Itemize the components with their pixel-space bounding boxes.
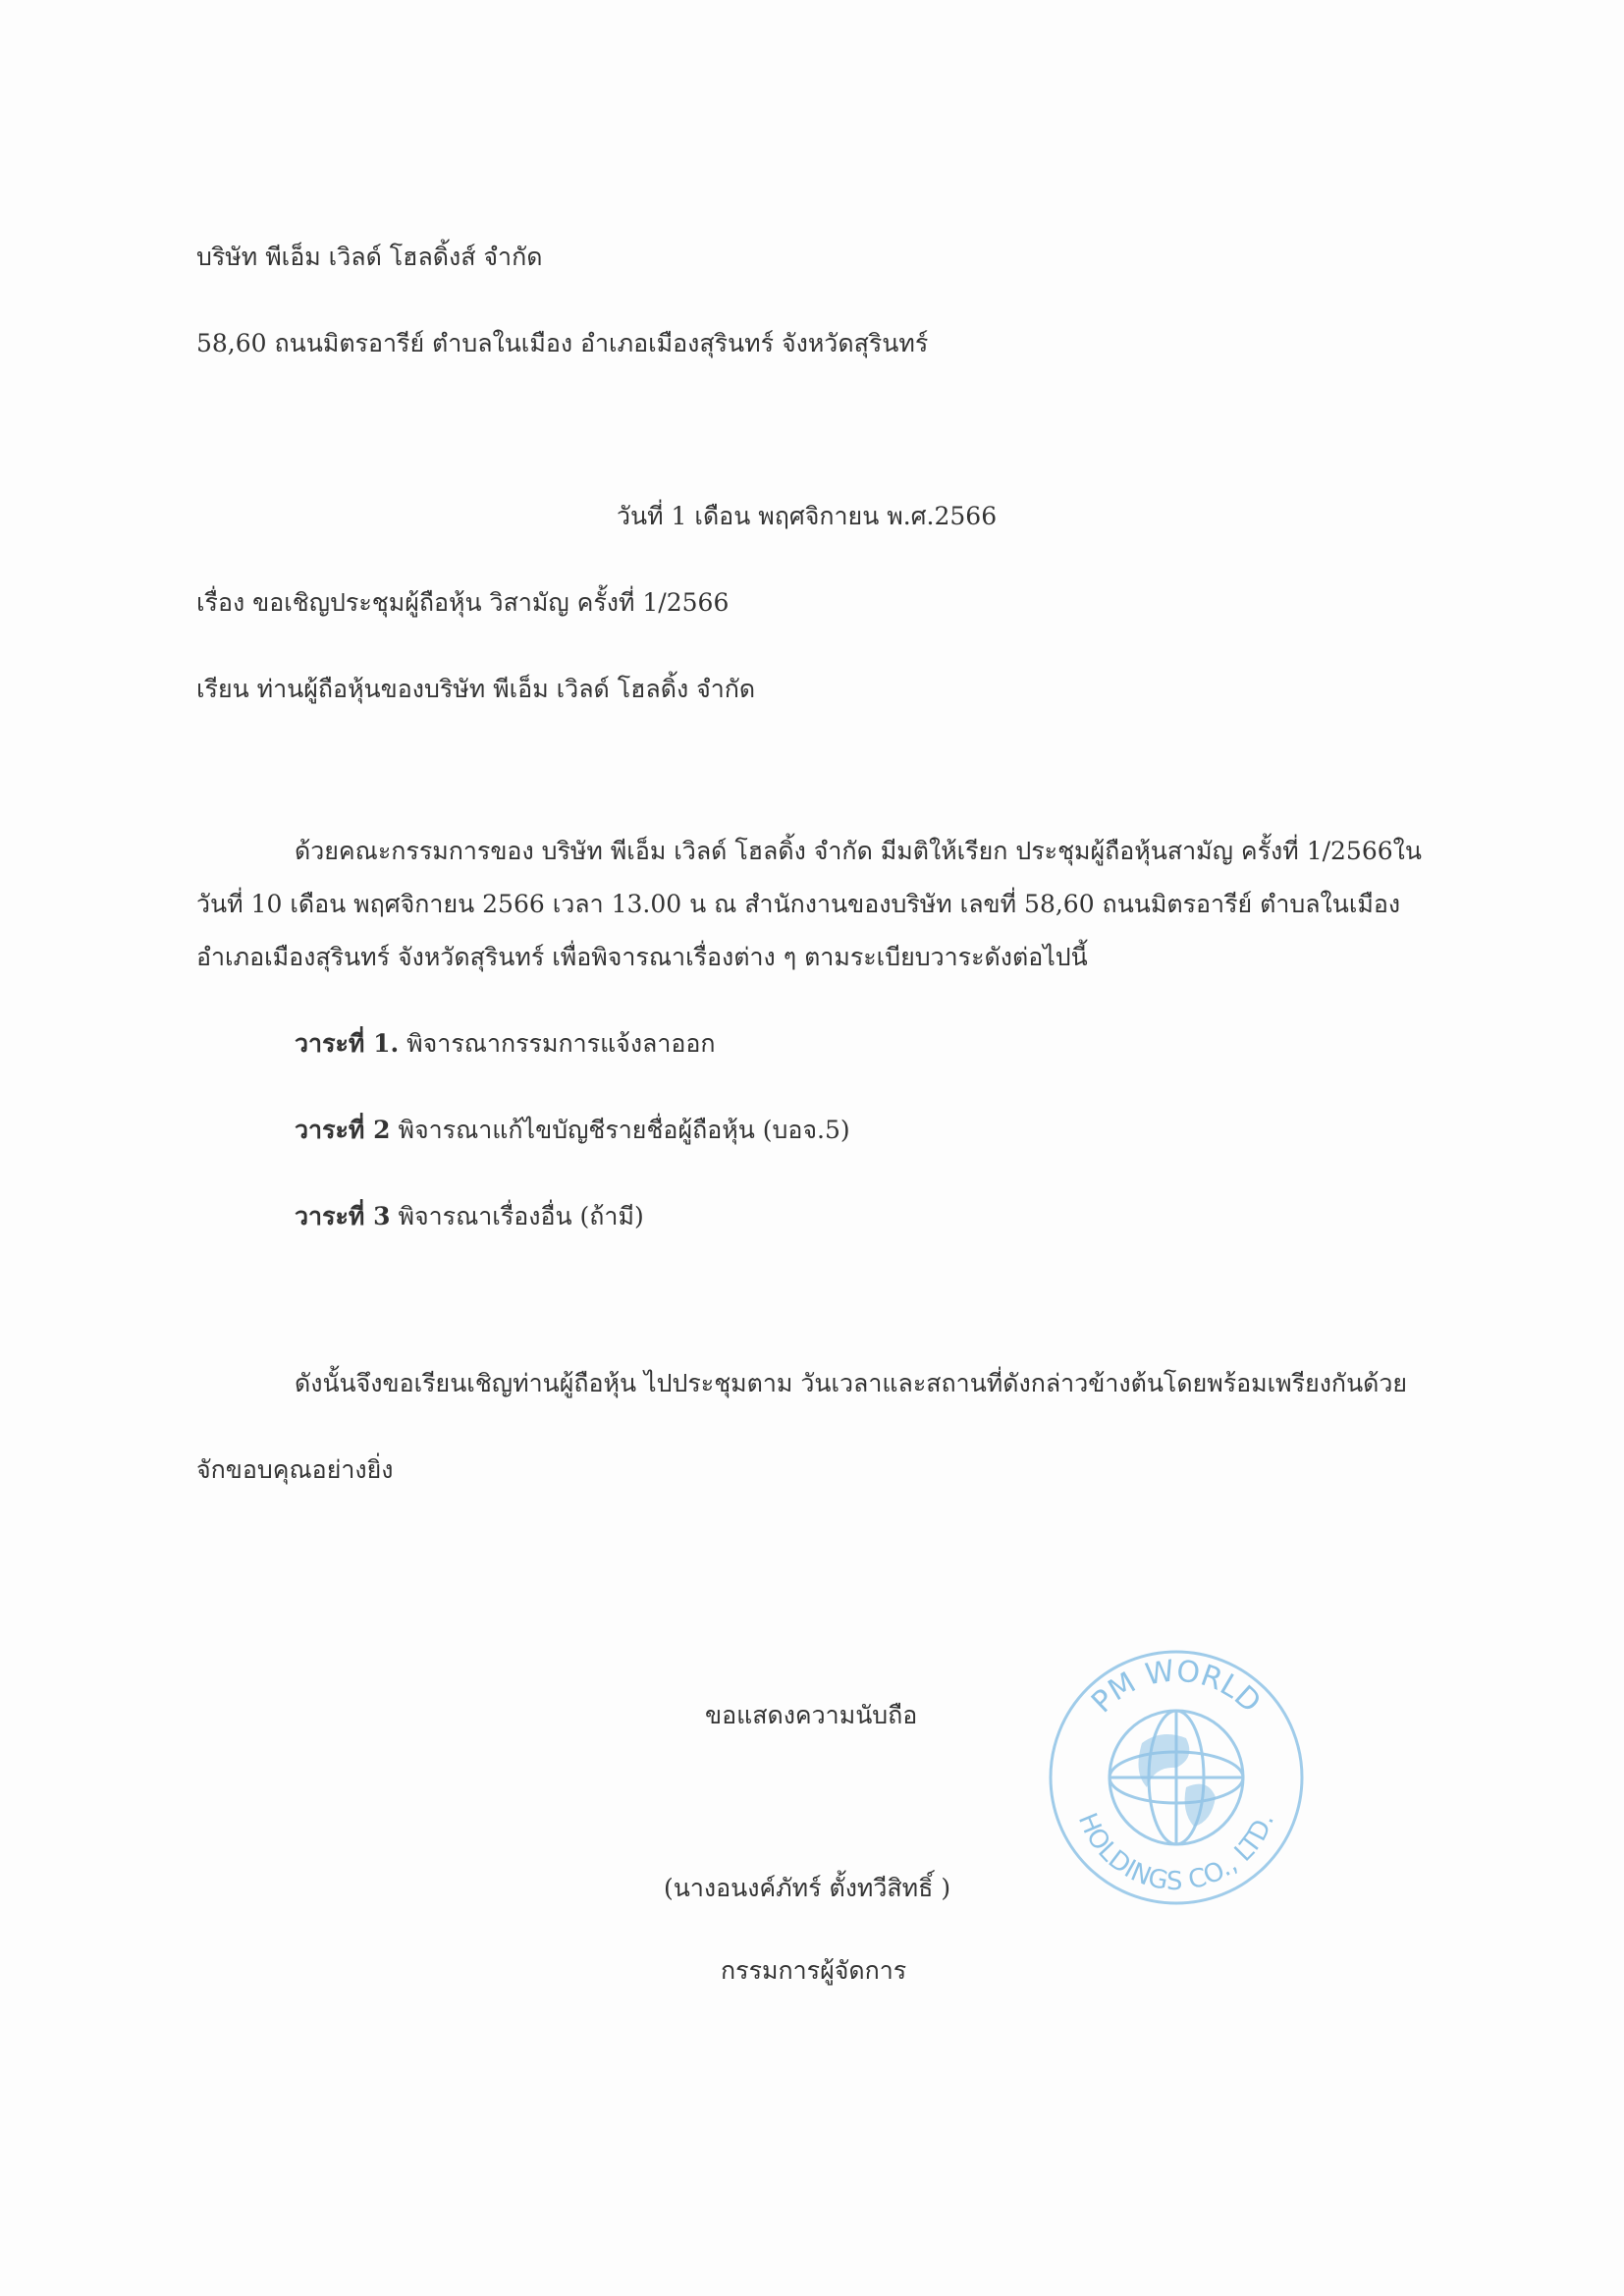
signature-regards: ขอแสดงความนับถือ	[705, 1701, 918, 1729]
company-address: 58,60 ถนนมิตรอารีย์ ตำบลในเมือง อำเภอเมืองสุรินทร์ จังหวัดสุรินทร์	[196, 329, 929, 357]
agenda-item-2	[295, 1114, 850, 1147]
closing-line-1: ดังนั้นจึงขอเรียนเชิญท่านผู้ถือหุ้น ไปประชุมตาม วันเวลาและสถานที่ดังกล่าวข้างต้นโดยพร้อมเพรียงกันด้วย	[295, 1369, 1408, 1397]
agenda-text: พิจารณาเรื่องอื่น (ถ้ามี)	[398, 1202, 644, 1230]
body-line-1: ด้วยคณะกรรมการของ บริษัท พีเอ็ม เวิลด์ โฮลดิ้ง จำกัด มีมติให้เรียก ประชุมผู้ถือหุ้นสามัญ ครั้งที่ 1/2566ใน	[295, 837, 1422, 865]
letter-subject: เรื่อง ขอเชิญประชุมผู้ถือหุ้น วิสามัญ ครั้งที่ 1/2566	[196, 588, 730, 617]
agenda-number: วาระที่ 2	[295, 1116, 391, 1144]
agenda-number: วาระที่ 1.	[295, 1029, 400, 1058]
agenda-item-1	[295, 1027, 716, 1061]
company-seal	[1039, 1640, 1314, 1915]
seal-text-top: PM WORLD	[1085, 1654, 1268, 1721]
agenda-text: พิจารณากรรมการแจ้งลาออก	[406, 1029, 716, 1058]
agenda-item-3	[295, 1200, 644, 1233]
company-name: บริษัท พีเอ็ม เวิลด์ โฮลดิ้งส์ จำกัด	[196, 243, 543, 271]
body-line-2: วันที่ 10 เดือน พฤศจิกายน 2566 เวลา 13.00 น ณ สำนักงานของบริษัท เลขที่ 58,60 ถนนมิตรอารีย์ ตำบลในเมือง	[196, 890, 1401, 918]
seal-text-bottom: HOLDINGS CO., LTD.	[1071, 1809, 1281, 1897]
agenda-text: พิจารณาแก้ไขบัญชีรายชื่อผู้ถือหุ้น (บอจ.5)	[398, 1116, 850, 1144]
letter-date: วันที่ 1 เดือน พฤศจิกายน พ.ศ.2566	[617, 502, 998, 530]
body-line-3: อำเภอเมืองสุรินทร์ จังหวัดสุรินทร์ เพื่อพิจารณาเรื่องต่าง ๆ ตามระเบียบวาระดังต่อไปนี้	[196, 943, 1088, 971]
letter-recipient: เรียน ท่านผู้ถือหุ้นของบริษัท พีเอ็ม เวิลด์ โฮลดิ้ง จำกัด	[196, 675, 756, 703]
signature-position: กรรมการผู้จัดการ	[721, 1956, 907, 1985]
closing-line-2: จักขอบคุณอย่างยิ่ง	[196, 1455, 394, 1484]
signature-name: (นางอนงค์ภัทร์ ตั้งทวีสิทธิ์ )	[664, 1874, 951, 1902]
seal-graphic	[1039, 1640, 1314, 1915]
agenda-number: วาระที่ 3	[295, 1202, 391, 1230]
